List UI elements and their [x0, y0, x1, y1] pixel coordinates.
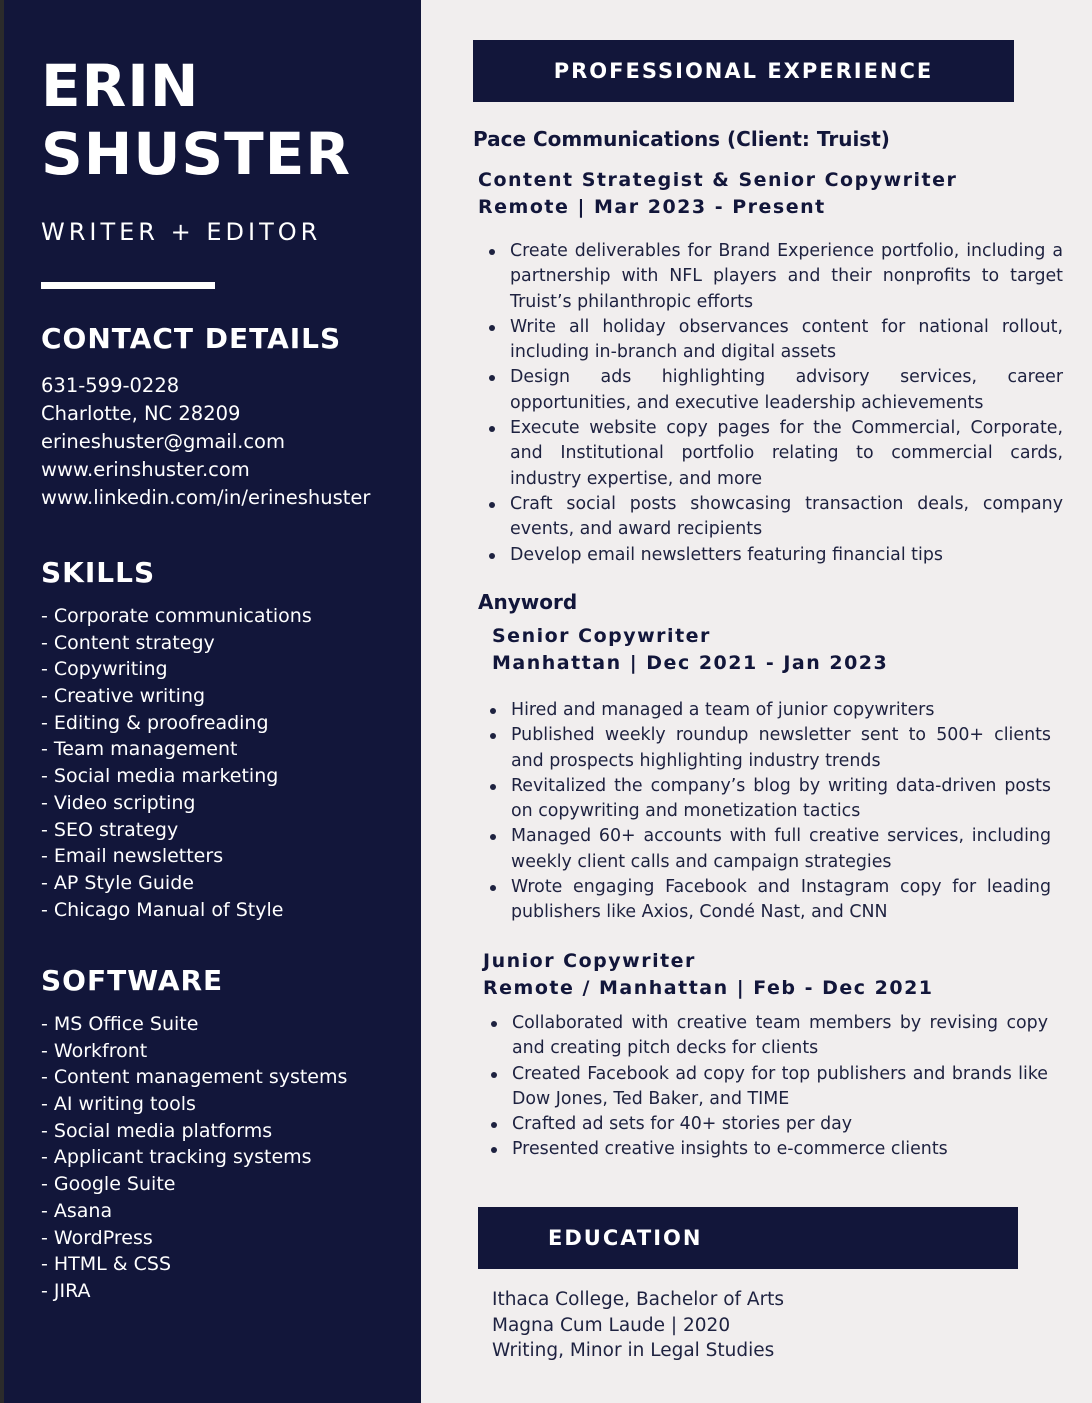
- software-item: - Content management systems: [41, 1066, 348, 1089]
- software-item: - Asana: [41, 1199, 113, 1222]
- skill-item: - Chicago Manual of Style: [41, 898, 284, 921]
- skill-item: - Team management: [41, 738, 238, 761]
- phone: 631-599-0228: [41, 374, 180, 397]
- skill-item: - SEO strategy: [41, 818, 179, 841]
- software-item: - Social media platforms: [41, 1119, 273, 1142]
- software-heading: SOFTWARE: [41, 964, 224, 997]
- bullet-item: Write all holiday observances content for national rollout, including in-branch and digital assets: [510, 315, 1063, 366]
- website-link[interactable]: www.erinshuster.com: [41, 458, 250, 481]
- bullet-item: Crafted ad sets for 40+ stories per day: [512, 1112, 1048, 1137]
- skill-item: - Creative writing: [41, 685, 206, 708]
- job-meta: Remote / Manhattan | Feb - Dec 2021: [483, 977, 934, 999]
- job-header: [492, 623, 888, 677]
- education-line: Magna Cum Laude | 2020: [492, 1314, 731, 1336]
- contact-list: [41, 372, 370, 512]
- company-name: Anyword: [478, 590, 578, 614]
- skills-list: [41, 603, 312, 923]
- skill-item: - Email newsletters: [41, 845, 224, 868]
- skills-heading: SKILLS: [41, 556, 156, 589]
- software-item: - MS Office Suite: [41, 1013, 199, 1035]
- bullet-item: Develop email newsletters featuring financial tips: [510, 543, 1063, 568]
- tagline: WRITER + EDITOR: [41, 218, 322, 246]
- software-item: - JIRA: [41, 1279, 91, 1302]
- education-line: Ithaca College, Bachelor of Arts: [492, 1289, 785, 1310]
- job-bullets: [478, 1011, 1048, 1163]
- bullet-item: Execute website copy pages for the Commercial, Corporate, and Institutional portfolio relating to commercial cards, industry expertise, and more: [510, 416, 1063, 492]
- job-header: [483, 948, 934, 1002]
- bullet-item: Hired and managed a team of junior copywriters: [511, 698, 1051, 723]
- location: Charlotte, NC 28209: [41, 402, 241, 425]
- main-content: [421, 0, 1092, 1403]
- software-item: - WordPress: [41, 1226, 153, 1249]
- job-bullets: [476, 239, 1063, 568]
- bullet-item: Collaborated with creative team members by revising copy and creating pitch decks for clients: [512, 1011, 1048, 1062]
- bullet-item: Create deliverables for Brand Experience portfolio, including a partnership with NFL players and their nonprofits to target Truist’s philanthropic efforts: [510, 239, 1063, 315]
- skill-item: - Content strategy: [41, 631, 215, 654]
- bullet-item: Created Facebook ad copy for top publishers and brands like Dow Jones, Ted Baker, and TIME: [512, 1062, 1048, 1113]
- software-item: - AI writing tools: [41, 1093, 196, 1116]
- bullet-item: Wrote engaging Facebook and Instagram copy for leading publishers like Axios, Condé Nast, and CNN: [511, 875, 1051, 926]
- software-item: - Applicant tracking systems: [41, 1146, 312, 1169]
- software-item: - HTML & CSS: [41, 1253, 172, 1276]
- email-link[interactable]: erineshuster@gmail.com: [41, 430, 285, 453]
- skill-item: - Video scripting: [41, 791, 196, 814]
- skill-item: - AP Style Guide: [41, 871, 194, 894]
- skill-item: - Copywriting: [41, 658, 168, 681]
- sidebar: [4, 0, 421, 1403]
- software-list: [41, 1011, 347, 1305]
- job-meta: Remote | Mar 2023 - Present: [478, 196, 826, 218]
- skill-item: - Social media marketing: [41, 765, 279, 788]
- last-name: SHUSTER: [41, 120, 352, 188]
- bullet-item: Design ads highlighting advisory services, career opportunities, and executive leadership achievements: [510, 365, 1063, 416]
- software-item: - Workfront: [41, 1039, 148, 1062]
- education-line: Writing, Minor in Legal Studies: [492, 1340, 775, 1361]
- bullet-item: Revitalized the company’s blog by writing data-driven posts on copywriting and monetization tactics: [511, 774, 1051, 825]
- first-name: ERIN: [41, 52, 200, 120]
- software-item: - Google Suite: [41, 1173, 176, 1196]
- job-title: Senior Copywriter: [492, 625, 711, 647]
- bullet-item: Managed 60+ accounts with full creative services, including weekly client calls and campaign strategies: [511, 824, 1051, 875]
- candidate-name: [41, 52, 351, 188]
- education-heading: EDUCATION: [478, 1207, 1018, 1269]
- bullet-item: Published weekly roundup newsletter sent to 500+ clients and prospects highlighting industry trends: [511, 723, 1051, 774]
- job-meta: Manhattan | Dec 2021 - Jan 2023: [492, 652, 889, 674]
- job-title: Content Strategist & Senior Copywriter: [478, 169, 958, 191]
- linkedin-link[interactable]: www.linkedin.com/in/erineshuster: [41, 486, 371, 509]
- bullet-item: Presented creative insights to e-commerce clients: [512, 1137, 1048, 1162]
- contact-heading: CONTACT DETAILS: [41, 322, 342, 355]
- skill-item: - Corporate communications: [41, 605, 312, 627]
- education-details: [492, 1287, 784, 1364]
- company-name: Pace Communications (Client: Truist): [473, 127, 890, 151]
- job-bullets: [477, 698, 1051, 926]
- skill-item: - Editing & proofreading: [41, 711, 269, 734]
- job-title: Junior Copywriter: [483, 950, 696, 972]
- bullet-item: Craft social posts showcasing transaction deals, company events, and award recipients: [510, 492, 1063, 543]
- divider: [41, 282, 215, 289]
- job-header: [478, 167, 957, 221]
- experience-heading: PROFESSIONAL EXPERIENCE: [473, 40, 1014, 102]
